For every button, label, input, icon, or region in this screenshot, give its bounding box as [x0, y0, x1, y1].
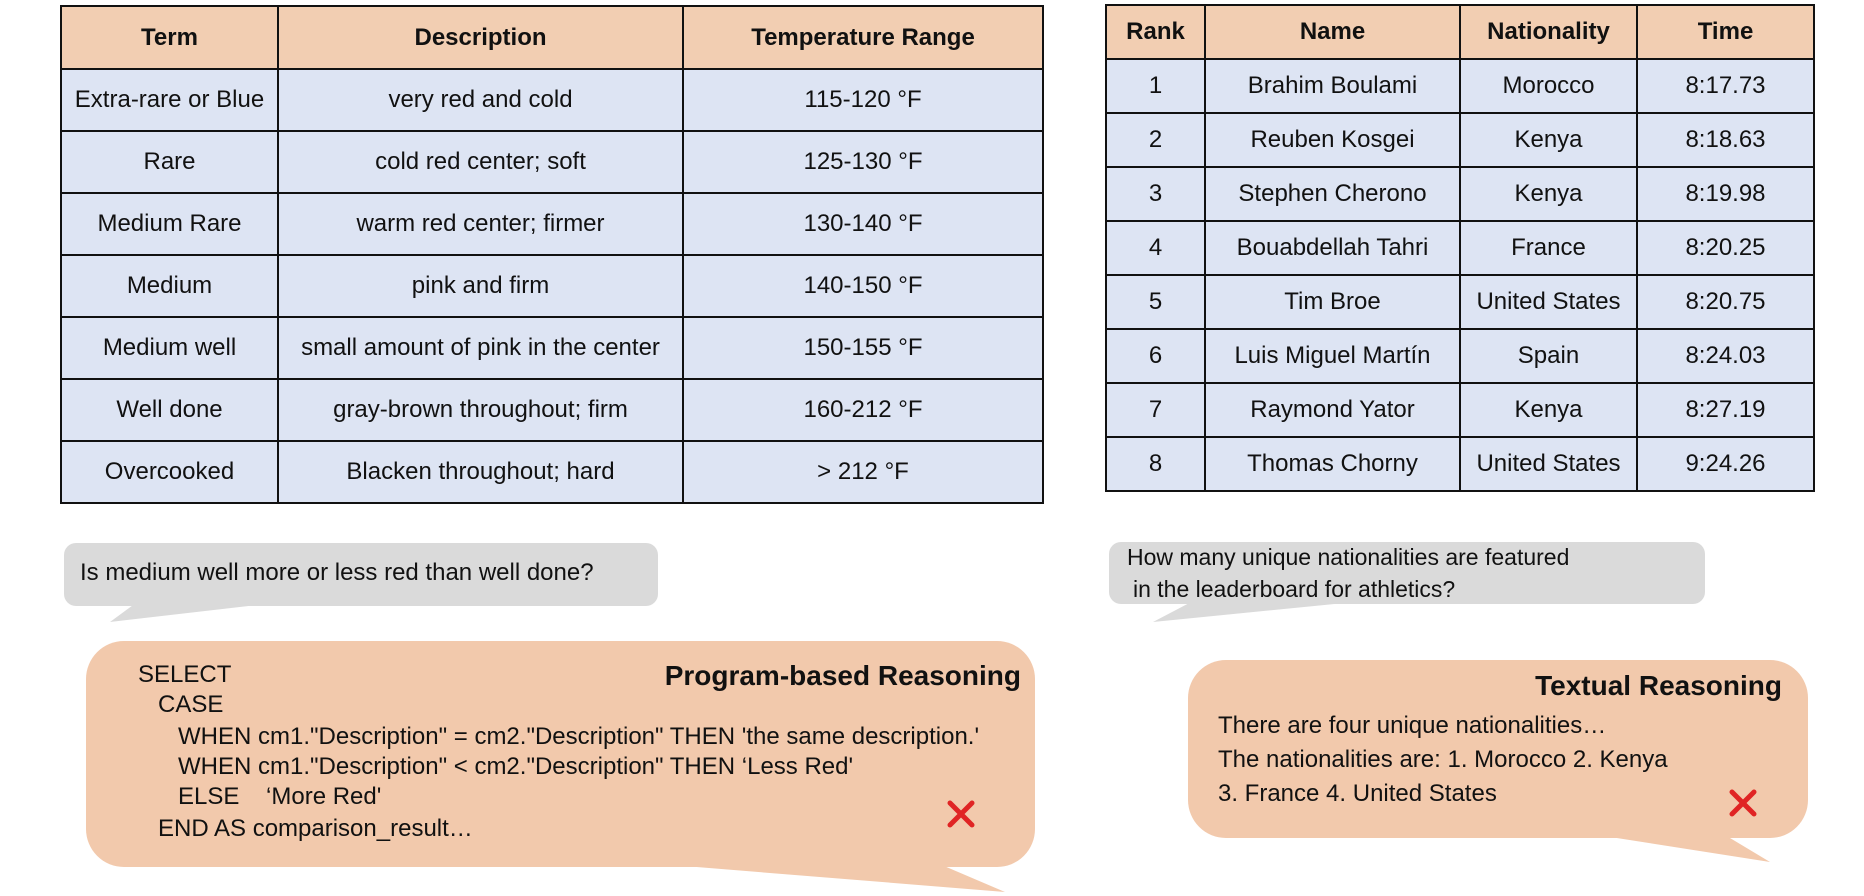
table-cell: gray-brown throughout; firm [278, 379, 683, 441]
reasoning-text-line: 3. France 4. United States [1218, 780, 1497, 807]
program-reasoning-bubble [86, 641, 1035, 867]
program-reasoning-title: Program-based Reasoning [664, 660, 1021, 691]
table-cell: 8:20.25 [1637, 221, 1814, 275]
question-bubble-tail [1145, 600, 1405, 630]
table-cell: Kenya [1460, 167, 1637, 221]
table-row [61, 255, 1043, 317]
table-cell: 8:27.19 [1637, 383, 1814, 437]
code-line: END AS comparison_result… [158, 815, 473, 842]
table-cell: Overcooked [61, 441, 278, 503]
code-line: ELSE ‘More Red' [178, 783, 382, 810]
table-cell: Morocco [1460, 59, 1637, 113]
table-row [1106, 59, 1814, 113]
table-cell: Medium Rare [61, 193, 278, 255]
right-question-bubble [1109, 542, 1705, 604]
table-cell: Brahim Boulami [1205, 59, 1460, 113]
table-row [1106, 275, 1814, 329]
code-line: WHEN cm1."Description" < cm2."Description" THEN ‘Less Red' [178, 753, 854, 780]
question-text-line-2: in the leaderboard for athletics? [1133, 576, 1456, 602]
left-question-bubble [64, 543, 658, 606]
table-cell: 8:18.63 [1637, 113, 1814, 167]
table-cell: > 212 °F [683, 441, 1043, 503]
cross-icon [946, 799, 976, 829]
table-cell: 125-130 °F [683, 131, 1043, 193]
table-cell: Rare [61, 131, 278, 193]
table-row [61, 69, 1043, 131]
table-cell: Kenya [1460, 113, 1637, 167]
table-cell: Raymond Yator [1205, 383, 1460, 437]
table-row [61, 379, 1043, 441]
table-cell: United States [1460, 275, 1637, 329]
table-cell: 160-212 °F [683, 379, 1043, 441]
textual-reasoning-bubble [1188, 660, 1808, 838]
table-cell: Well done [61, 379, 278, 441]
table-cell: Reuben Kosgei [1205, 113, 1460, 167]
table-header-row [61, 6, 1043, 69]
table-cell: 4 [1106, 221, 1205, 275]
table-cell: 9:24.26 [1637, 437, 1814, 491]
table-row [1106, 329, 1814, 383]
table-row [1106, 221, 1814, 275]
table-row [1106, 383, 1814, 437]
table-cell: United States [1460, 437, 1637, 491]
table-row [61, 193, 1043, 255]
table-cell: 6 [1106, 329, 1205, 383]
table-cell: Medium [61, 255, 278, 317]
table-cell: Thomas Chorny [1205, 437, 1460, 491]
leaderboard-table [1105, 4, 1815, 492]
column-header: Temperature Range [683, 6, 1043, 69]
table-cell: France [1460, 221, 1637, 275]
table-cell: 130-140 °F [683, 193, 1043, 255]
table-cell: 8:20.75 [1637, 275, 1814, 329]
table-cell: 1 [1106, 59, 1205, 113]
table-cell: 7 [1106, 383, 1205, 437]
table-cell: 3 [1106, 167, 1205, 221]
doneness-table [60, 5, 1044, 504]
table-cell: 150-155 °F [683, 317, 1043, 379]
table-cell: very red and cold [278, 69, 683, 131]
table-cell: 5 [1106, 275, 1205, 329]
table-row [1106, 167, 1814, 221]
table-cell: 8 [1106, 437, 1205, 491]
cross-icon [1728, 788, 1758, 818]
code-line: WHEN cm1."Description" = cm2."Description" THEN 'the same description.' [178, 723, 980, 750]
table-cell: warm red center; firmer [278, 193, 683, 255]
table-cell: 8:24.03 [1637, 329, 1814, 383]
code-line: SELECT [138, 661, 232, 688]
reasoning-text-line: There are four unique nationalities… [1218, 712, 1607, 739]
table-row [1106, 113, 1814, 167]
table-row [61, 317, 1043, 379]
table-cell: Stephen Cherono [1205, 167, 1460, 221]
code-line: CASE [158, 691, 224, 718]
table-cell: Tim Broe [1205, 275, 1460, 329]
table-cell: cold red center; soft [278, 131, 683, 193]
table-row [61, 131, 1043, 193]
table-cell: Medium well [61, 317, 278, 379]
table-cell: 2 [1106, 113, 1205, 167]
table-header-row [1106, 5, 1814, 59]
column-header: Time [1637, 5, 1814, 59]
table-cell: 8:19.98 [1637, 167, 1814, 221]
column-header: Term [61, 6, 278, 69]
table-cell: pink and firm [278, 255, 683, 317]
reasoning-text-line: The nationalities are: 1. Morocco 2. Kenya [1218, 746, 1668, 773]
column-header: Description [278, 6, 683, 69]
table-cell: 115-120 °F [683, 69, 1043, 131]
question-text: Is medium well more or less red than well done? [80, 559, 594, 586]
question-text-line-1: How many unique nationalities are featured [1127, 544, 1570, 570]
table-row [61, 441, 1043, 503]
column-header: Name [1205, 5, 1460, 59]
table-cell: Luis Miguel Martín [1205, 329, 1460, 383]
table-cell: Extra-rare or Blue [61, 69, 278, 131]
table-cell: 140-150 °F [683, 255, 1043, 317]
table-cell: Blacken throughout; hard [278, 441, 683, 503]
table-cell: Spain [1460, 329, 1637, 383]
table-cell: Bouabdellah Tahri [1205, 221, 1460, 275]
column-header: Nationality [1460, 5, 1637, 59]
table-cell: 8:17.73 [1637, 59, 1814, 113]
table-cell: small amount of pink in the center [278, 317, 683, 379]
table-row [1106, 437, 1814, 491]
column-header: Rank [1106, 5, 1205, 59]
table-cell: Kenya [1460, 383, 1637, 437]
textual-reasoning-title: Textual Reasoning [1535, 670, 1782, 701]
